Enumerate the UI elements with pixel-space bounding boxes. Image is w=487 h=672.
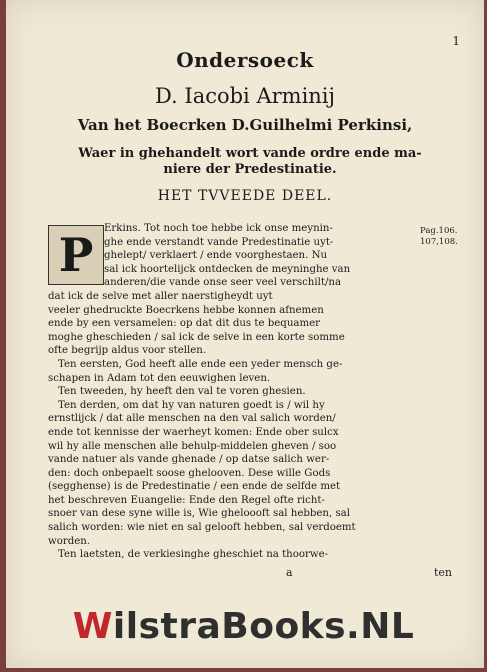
margin-note-line: 107,108. [420, 237, 458, 247]
page-number: 1 [452, 34, 460, 48]
body-line: Ten eersten, God heeft alle ende een yeder mensch ge- [58, 358, 343, 370]
drop-cap: P [48, 225, 104, 285]
body-line: schapen in Adam tot den eeuwighen leven. [48, 372, 271, 384]
watermark-logo [0, 606, 487, 647]
body-line: Ten laetsten, de verkiesinghe gheschiet na thoorwe- [58, 549, 329, 561]
body-line: wil hy alle menschen alle behulp-middelen gheven / soo [48, 440, 337, 452]
title-line-3: Van het Boecrken D.Guilhelmi Perkinsi, [77, 116, 413, 134]
body-line: (segghense) is de Predestinatie / een ende de selfde met [48, 481, 341, 493]
signature-mark: a [286, 566, 293, 579]
body-line: den: doch onbepaelt soose ghelooven. Dese wille Gods [48, 467, 331, 479]
body-line: ende by een versamelen: op dat dit dus te bequamer [48, 318, 321, 330]
body-line: salich worden: wie niet en sal gelooft hebben, sal verdoemt [48, 522, 356, 534]
body-text [48, 222, 418, 562]
title-line-2: D. Iacobi Arminij [154, 84, 336, 108]
body-line: het beschreven Euangelie: Ende den Regel ofte richt- [48, 494, 325, 506]
body-line: moghe gheschieden / sal ick de selve in een korte somme [48, 331, 345, 343]
body-line: Ten derden, om dat hy van naturen goedt is / wil hy [58, 399, 325, 411]
body-line: ende tot kennisse der waerheyt komen: Ende ober sulcx [48, 426, 339, 438]
body-line: ghelept/ verklaert / ende voorghestaen. Nu [104, 250, 328, 262]
body-line: anderen/die vande onse seer veel verschilt/na [104, 277, 342, 289]
body-line: worden. [48, 535, 91, 547]
body-line: ernstlijck / dat alle menschen na den val salich worden/ [48, 413, 336, 425]
body-line: dat ick de selve met aller naerstigheydt uyt [48, 290, 273, 302]
body-line: Ten tweeden, hy heeft den val te voren ghesien. [58, 386, 306, 398]
book-page [6, 0, 484, 668]
title-line-4b: niere der Predestinatie. [163, 162, 337, 177]
catchword: ten [434, 566, 453, 579]
body-line: vande natuer als vande ghenade / op datse salich wer- [48, 454, 330, 466]
body-line: ofte begrijp aldus voor stellen. [48, 345, 207, 357]
section-heading: HET TVVEEDE DEEL. [157, 188, 333, 204]
title-line-1: Ondersoeck [176, 48, 314, 72]
margin-note [420, 226, 480, 248]
title-line-4a: Waer in ghehandelt wort vande ordre ende ma- [78, 146, 422, 161]
margin-note-line: Pag.106. [420, 226, 458, 236]
watermark-initial: W [72, 606, 113, 647]
body-line: veeler ghedruckte Boecrkens hebbe konnen afnemen [48, 304, 324, 316]
body-line: ghe ende verstandt vande Predestinatie uyt- [104, 236, 334, 248]
watermark-text: ilstraBooks.NL [112, 606, 415, 647]
body-line: sal ick hoortelijck ontdecken de meyninghe van [104, 263, 351, 275]
body-line: Erkins. Tot noch toe hebbe ick onse meynin- [104, 223, 333, 234]
body-line: snoer van dese syne wille is, Wie gheloooft sal hebben, sal [48, 508, 351, 520]
title-line-4 [70, 146, 430, 178]
